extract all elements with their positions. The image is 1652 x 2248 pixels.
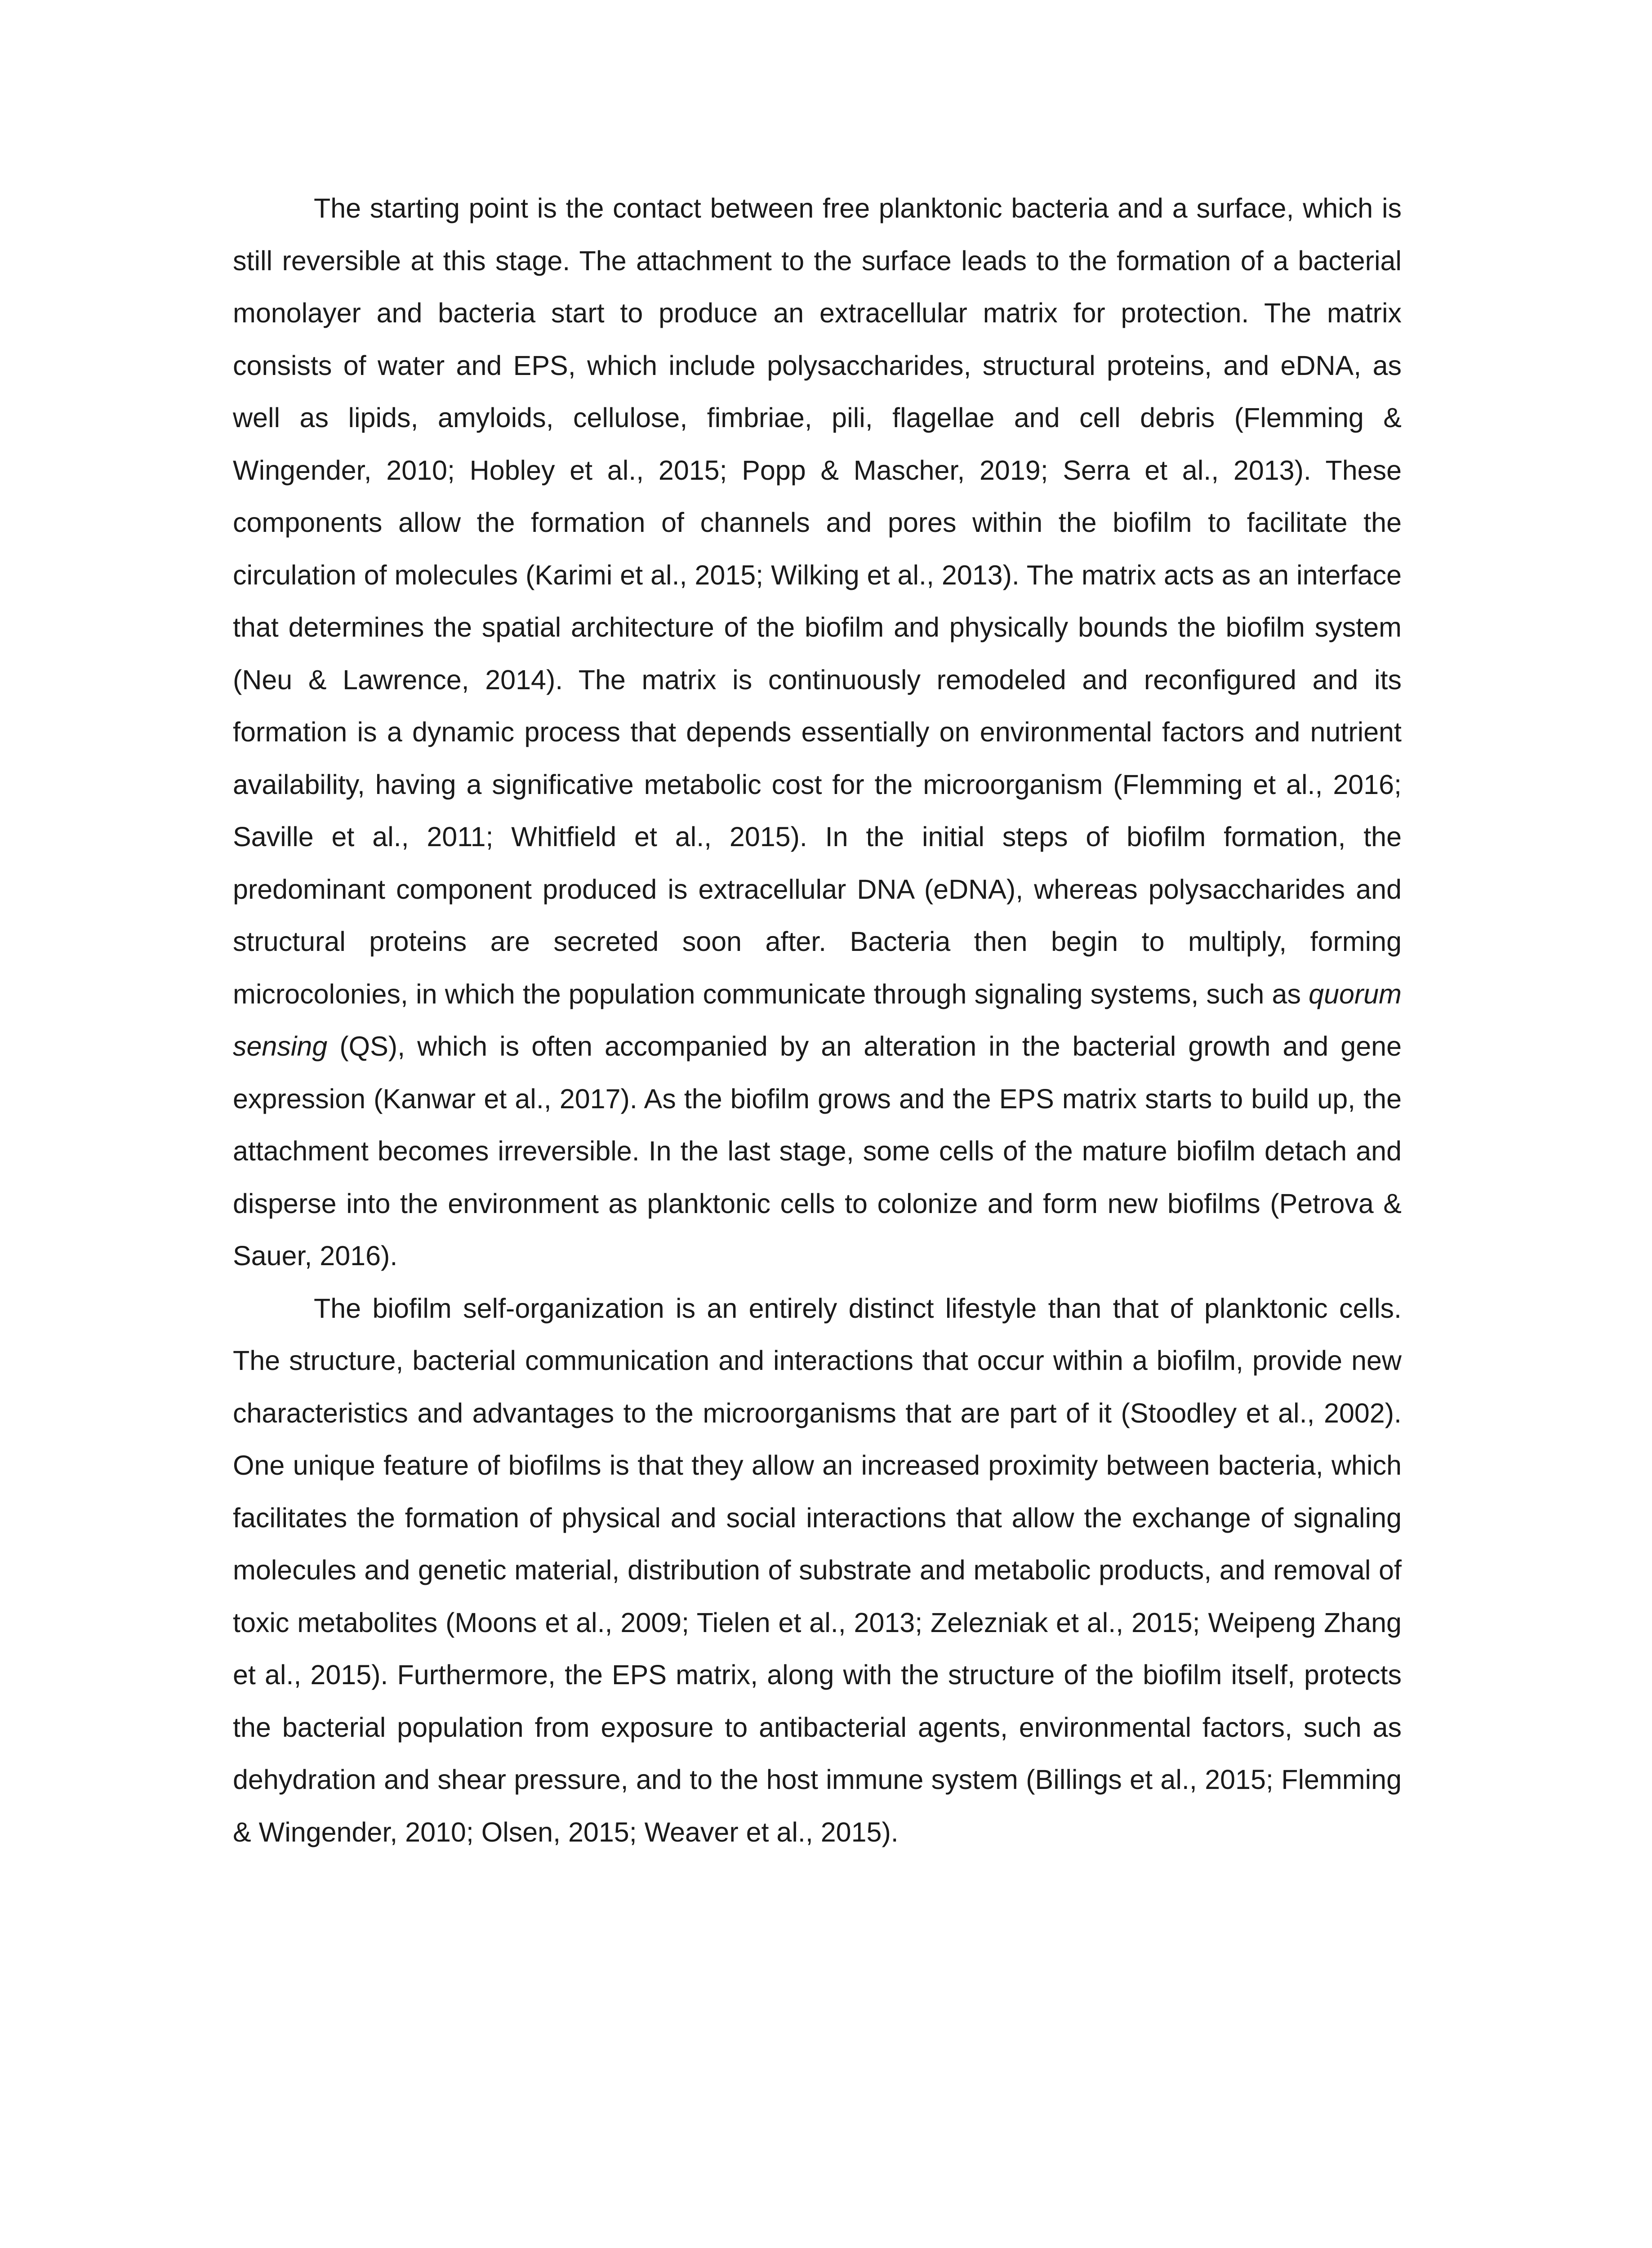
- paragraph-1: [233, 182, 1402, 1282]
- paragraph-1-italic-term: quorum sensing: [233, 978, 1402, 1062]
- paragraph-2: The biofilm self-organization is an entirely distinct lifestyle than that of planktonic cells. The structure, bacterial communication and interactions that occur within a biofilm, provide new characteristics and advantages to the microorganisms that are part of it (Stoodley et al., 2002). One unique feature of biofilms is that they allow an increased proximity between bacteria, which facilitates the formation of physical and social interactions that allow the exchange of signaling molecules and genetic material, distribution of substrate and metabolic products, and removal of toxic metabolites (Moons et al., 2009; Tielen et al., 2013; Zelezniak et al., 2015; Weipeng Zhang et al., 2015). Furthermore, the EPS matrix, along with the structure of the biofilm itself, protects the bacterial population from exposure to antibacterial agents, environmental factors, such as dehydration and shear pressure, and to the host immune system (Billings et al., 2015; Flemming & Wingender, 2010; Olsen, 2015; Weaver et al., 2015).: [233, 1293, 1402, 1847]
- paragraph-1-text-end: (QS), which is often accompanied by an alteration in the bacterial growth and gene expression (Kanwar et al., 2017). As the biofilm grows and the EPS matrix starts to build up, the attachment becomes irreversible. In the last stage, some cells of the mature biofilm detach and disperse into the environment as planktonic cells to colonize and form new biofilms (Petrova & Sauer, 2016).: [233, 1031, 1402, 1271]
- body-text: [233, 182, 1402, 1858]
- paragraph-1-text-start: The starting point is the contact between free planktonic bacteria and a surface, which is still reversible at this stage. The attachment to the surface leads to the formation of a bacterial monolayer and bacteria start to produce an extracellular matrix for protection. The matrix consists of water and EPS, which include polysaccharides, structural proteins, and eDNA, as well as lipids, amyloids, cellulose, fimbriae, pili, flagellae and cell debris (Flemming & Wingender, 2010; Hobley et al., 2015; Popp & Mascher, 2019; Serra et al., 2013). These components allow the formation of channels and pores within the biofilm to facilitate the circulation of molecules (Karimi et al., 2015; Wilking et al., 2013). The matrix acts as an interface that determines the spatial architecture of the biofilm and physically bounds the biofilm system (Neu & Lawrence, 2014). The matrix is continuously remodeled and reconfigured and its formation is a dynamic process that depends essentially on environmental factors and nutrient availability, having a significative metabolic cost for the microorganism (Flemming et al., 2016; Saville et al., 2011; Whitfield et al., 2015). In the initial steps of biofilm formation, the predominant component produced is extracellular DNA (eDNA), whereas polysaccharides and structural proteins are secreted soon after. Bacteria then begin to multiply, forming microcolonies, in which the population communicate through signaling systems, such as: [233, 193, 1402, 1009]
